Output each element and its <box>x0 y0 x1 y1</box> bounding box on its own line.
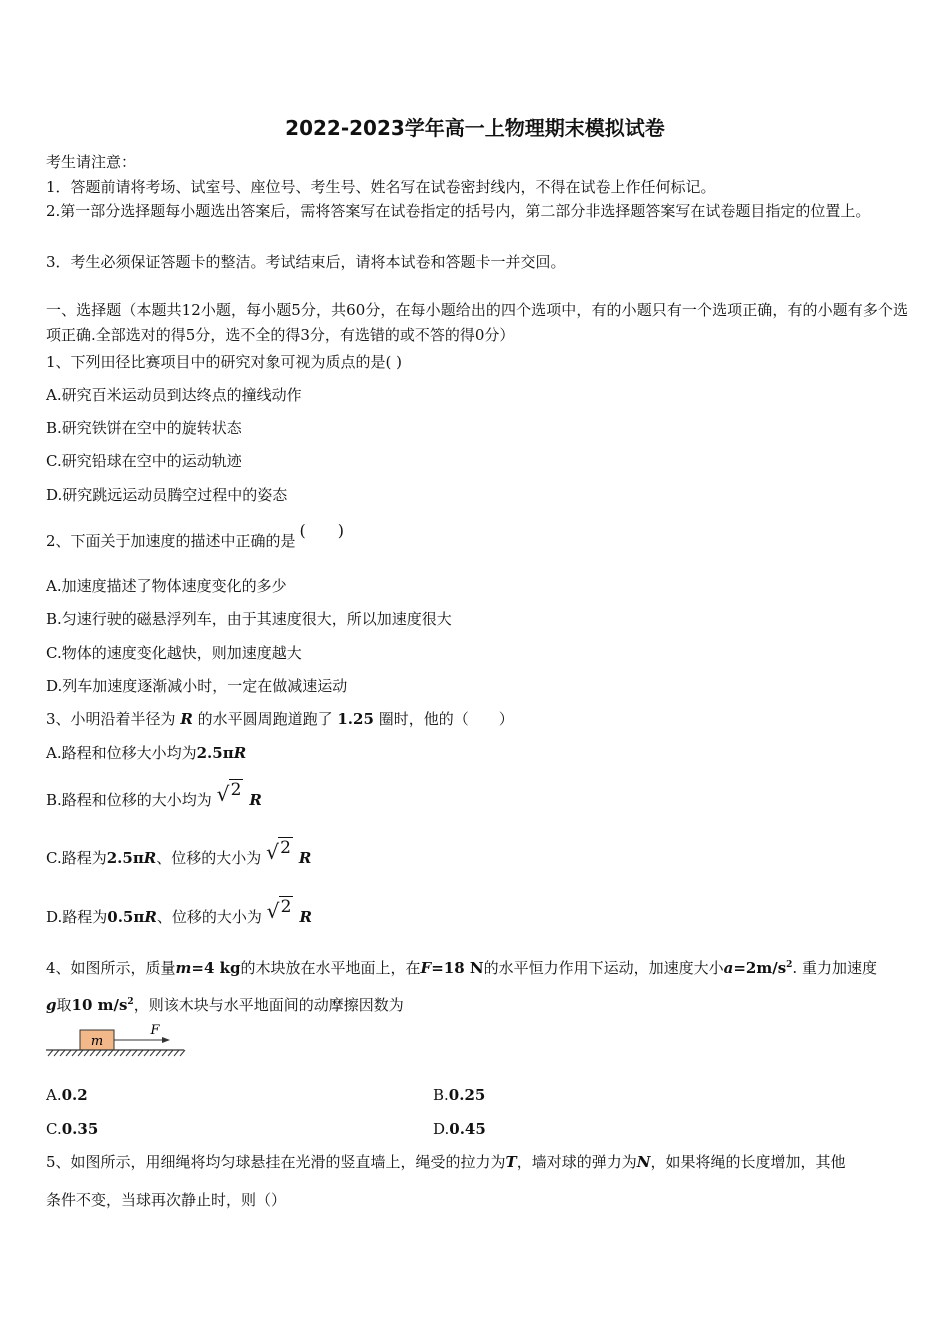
option-value: 0.35 <box>61 1120 99 1138</box>
q1-option-c: C.研究铅球在空中的运动轨迹 <box>46 452 242 470</box>
option-value: 0.2 <box>61 1086 88 1104</box>
q1-option-b: B.研究铁饼在空中的旋转状态 <box>46 419 242 437</box>
hatch-line <box>114 1050 119 1056</box>
q5-text: ，如果将绳的长度增加，其他 <box>650 1153 846 1171</box>
hatch-line <box>84 1050 89 1056</box>
question-5-line-2: 条件不变，当球再次静止时，则（） <box>46 1191 287 1209</box>
q4-figure-block-on-ground <box>44 1020 188 1062</box>
q5-symbol-t: T <box>505 1153 517 1171</box>
hatch-line <box>54 1050 59 1056</box>
q3-symbol-r: R <box>144 908 157 926</box>
q3-option-c <box>46 838 312 868</box>
hatch-line <box>180 1050 185 1056</box>
option-label: D. <box>433 1120 450 1138</box>
hatch-line <box>144 1050 149 1056</box>
q3-stem-part: 圈时，他的（ ） <box>378 710 514 728</box>
sqrt-symbol: √ 2 <box>266 897 292 923</box>
q3-laps: 1.25 <box>337 710 374 728</box>
q3-option-d <box>46 897 312 927</box>
q2-option-c: C.物体的速度变化越快，则加速度越大 <box>46 644 302 662</box>
q4-symbol-a: a <box>723 959 734 977</box>
q4-gravity-value: 10 m/s <box>71 996 128 1014</box>
hatch-line <box>96 1050 101 1056</box>
hatch-line <box>132 1050 137 1056</box>
page-title: 2022-2023学年高一上物理期末模拟试卷 <box>285 116 665 140</box>
question-1-stem: 1、下列田径比赛项目中的研究对象可视为质点的是( ) <box>46 353 403 371</box>
q4-text: 的木块放在水平地面上，在 <box>240 959 421 977</box>
hatch-line <box>102 1050 107 1056</box>
q2-option-d: D.列车加速度逐渐减小时，一定在做减速运动 <box>46 677 348 695</box>
q3-symbol-r: R <box>298 849 312 867</box>
q3-stem-part: 的水平圆周跑道跑了 <box>197 710 333 728</box>
option-label: B. <box>433 1086 449 1104</box>
notice-heading: 考生请注意： <box>46 153 137 171</box>
q3-option-c-text: C.路程为 <box>46 849 107 867</box>
hatch-line <box>156 1050 161 1056</box>
q3-option-c-text: 、位移的大小为 <box>156 849 262 867</box>
q3-option-a <box>46 743 246 763</box>
q2-answer-paren: ( ) <box>299 521 345 540</box>
hatch-line <box>138 1050 143 1056</box>
option-value: 0.25 <box>448 1086 486 1104</box>
q1-option-a: A.研究百米运动员到达终点的撞线动作 <box>46 386 302 404</box>
option-label: A. <box>46 1086 62 1104</box>
q3-symbol-r: R <box>143 849 157 867</box>
question-4-line-2 <box>46 992 404 1015</box>
q3-option-a-value: 2.5π <box>196 744 234 762</box>
sqrt-radicand: 2 <box>230 780 242 800</box>
option-value: 0.45 <box>449 1120 486 1138</box>
q4-text: ，则该木块与水平地面间的动摩擦因数为 <box>133 996 404 1014</box>
q3-option-d-value: 0.5π <box>107 908 145 926</box>
option-label: C. <box>46 1120 62 1138</box>
sqrt-radicand: 2 <box>280 838 291 858</box>
section-heading: 一、选择题（本题共12小题，每小题5分，共60分，在每小题给出的四个选项中，有的小题只有一个选项正确，有的小题有多个选项正确.全部选对的得5分，选不全的得3分，有选错的或不答的得0分） <box>46 301 908 344</box>
q4-mass-value: =4 kg <box>191 959 241 977</box>
question-2-stem <box>46 521 345 551</box>
q3-symbol-r: R <box>180 710 193 728</box>
q4-text: . 重力加速度 <box>792 959 877 977</box>
hatch-line <box>72 1050 77 1056</box>
q3-option-c-value: 2.5π <box>106 849 144 867</box>
q3-option-d-text: 、位移的大小为 <box>156 908 262 926</box>
q4-symbol-g: g <box>46 996 57 1014</box>
block-label: m <box>90 1034 104 1049</box>
q3-option-d-text: D.路程为 <box>46 908 108 926</box>
q2-stem-text: 2、下面关于加速度的描述中正确的是 <box>46 532 296 550</box>
q4-exponent: 2 <box>786 960 793 970</box>
q4-option-c <box>46 1119 98 1139</box>
hatch-line <box>78 1050 83 1056</box>
question-4-line-1 <box>46 955 877 978</box>
sqrt-radicand: 2 <box>280 897 292 917</box>
q4-symbol-f: F <box>420 959 432 977</box>
question-3-stem <box>46 709 514 729</box>
q2-option-b: B.匀速行驶的磁悬浮列车，由于其速度很大，所以加速度很大 <box>46 610 452 628</box>
q2-option-a: A.加速度描述了物体速度变化的多少 <box>46 577 287 595</box>
q4-exponent: 2 <box>127 997 134 1007</box>
force-label: F <box>150 1023 160 1038</box>
q4-text: 的水平恒力作用下运动，加速度大小 <box>483 959 724 977</box>
hatch-line <box>48 1050 53 1056</box>
hatch-line <box>120 1050 125 1056</box>
q3-symbol-r: R <box>299 908 312 926</box>
q4-symbol-m: m <box>175 959 192 977</box>
notice-item-3: 3．考生必须保证答题卡的整洁。考试结束后，请将本试卷和答题卡一并交回。 <box>46 253 566 271</box>
sqrt-symbol: √ 2 <box>266 838 291 864</box>
q3-option-b <box>46 780 262 810</box>
arrow-head-icon <box>162 1037 170 1043</box>
hatch-line <box>60 1050 65 1056</box>
q3-option-b-text: B.路程和位移的大小均为 <box>46 791 212 809</box>
q4-accel-value: =2m/s <box>733 959 787 977</box>
question-5-line-1 <box>46 1152 845 1172</box>
q4-text: 取 <box>56 996 72 1014</box>
q4-option-d <box>433 1119 486 1139</box>
hatch-line <box>150 1050 155 1056</box>
q3-option-a-text: A.路程和位移大小均为 <box>46 744 197 762</box>
hatch-line <box>90 1050 95 1056</box>
hatch-line <box>162 1050 167 1056</box>
hatch-line <box>174 1050 179 1056</box>
q5-symbol-n: N <box>636 1153 651 1171</box>
notice-item-1: 1．答题前请将考场、试室号、座位号、考生号、姓名写在试卷密封线内，不得在试卷上作任何标记。 <box>46 178 716 196</box>
hatch-line <box>126 1050 131 1056</box>
hatch-line <box>108 1050 113 1056</box>
q4-option-b <box>433 1085 485 1105</box>
q3-stem-part: 3、小明沿着半径为 <box>46 710 176 728</box>
ground-hatching <box>48 1050 185 1056</box>
q4-text: 4、如图所示，质量 <box>46 959 176 977</box>
q5-text: ，墙对球的弹力为 <box>516 1153 637 1171</box>
hatch-line <box>66 1050 71 1056</box>
hatch-line <box>168 1050 173 1056</box>
q4-option-a <box>46 1085 88 1105</box>
q5-text: 5、如图所示，用细绳将均匀球悬挂在光滑的竖直墙上，绳受的拉力为 <box>46 1153 506 1171</box>
notice-item-2: 2.第一部分选择题每小题选出答案后，需将答案写在试卷指定的括号内，第二部分非选择题答案写在试卷题目指定的位置上。 <box>46 202 871 220</box>
q1-option-d: D.研究跳远运动员腾空过程中的姿态 <box>46 486 288 504</box>
sqrt-symbol: √ 2 <box>216 780 242 806</box>
q3-symbol-r: R <box>233 744 247 762</box>
q4-force-value: =18 N <box>431 959 484 977</box>
q3-symbol-r: R <box>249 791 262 809</box>
